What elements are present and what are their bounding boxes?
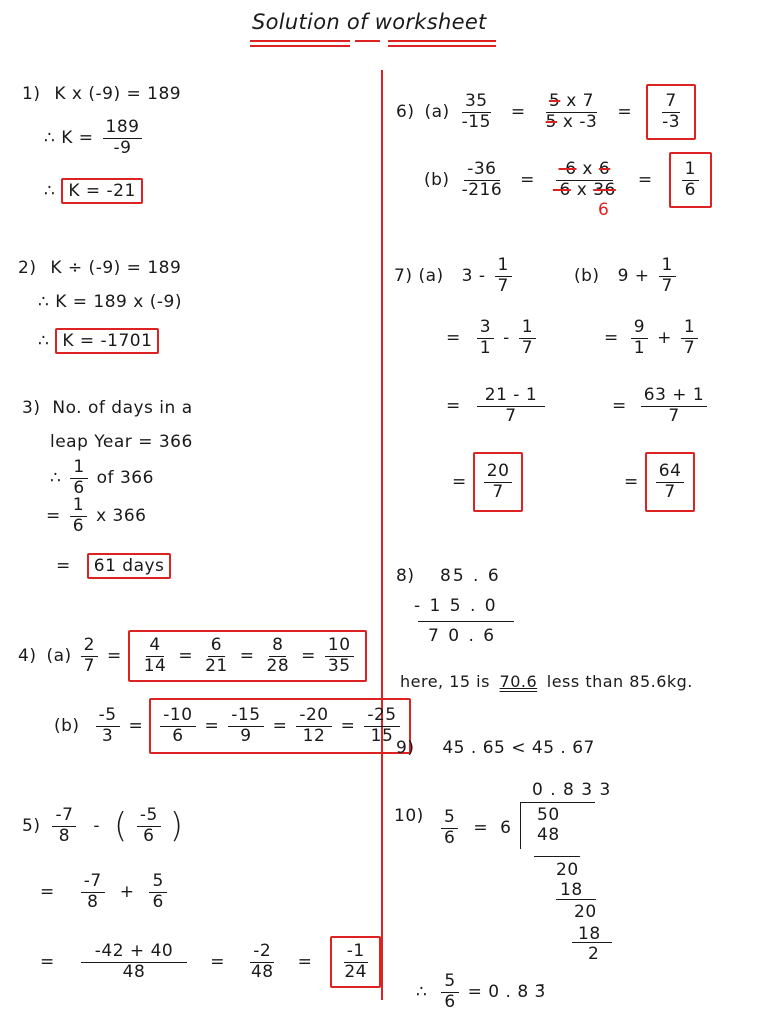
q10-subtract-1: 48 — [537, 825, 560, 845]
q6-b-mid-num-1: -6 — [558, 159, 577, 179]
q3-line4 — [46, 496, 147, 536]
q7-b-l3-eq: = — [612, 396, 627, 417]
q4-b-frac-3-den: 12 — [302, 725, 326, 746]
q6-a-mid-fraction — [543, 92, 601, 132]
q7-a-answer-num: 20 — [484, 462, 513, 483]
q4-a-frac-3-num: 8 — [269, 636, 286, 657]
q6-a-eq2: = — [617, 102, 633, 123]
q7-a-l2-op: - — [503, 328, 510, 349]
q4-b-eq-2: = — [272, 716, 288, 737]
q7-b-l2-frac1-den: 1 — [633, 337, 646, 358]
q5-l3-frac1-den: 48 — [122, 961, 146, 982]
q10-line1 — [438, 808, 511, 848]
q7-a-line3 — [446, 386, 548, 426]
q10-step-4: 18 — [578, 924, 601, 944]
column-divider — [381, 70, 383, 1000]
q10-step-3: 20 — [574, 902, 597, 922]
q6-b-eq2: = — [637, 170, 653, 191]
q10-quotient: 0 . 8 3 3 — [532, 780, 612, 800]
q7-a-line2 — [446, 318, 539, 358]
q5-paren-right-icon: ) — [169, 806, 184, 847]
title-underline-2 — [250, 45, 350, 47]
q8-mid: - 1 5 . 0 — [414, 596, 498, 616]
q1-equation: K x (-9) = 189 — [54, 84, 182, 104]
q8-top: 85 . 6 — [440, 566, 501, 586]
q6-a-mid-num-rest: x 7 — [566, 91, 594, 111]
q6-b-red-note: 6 — [598, 200, 610, 220]
q3-number: 3) — [22, 398, 41, 418]
q7-b-l1-den: 7 — [661, 275, 673, 296]
q6-row-b — [424, 152, 712, 208]
q6-b-num: -36 — [464, 160, 499, 181]
q2-line3 — [38, 328, 159, 354]
q7-a-l2-frac1-num: 3 — [477, 318, 494, 339]
q9-number: 9) — [396, 738, 415, 758]
q5-l3-eq3: = — [297, 952, 313, 973]
q4-b-answer-box — [149, 698, 410, 754]
q4-a-den: 7 — [83, 655, 95, 676]
q5-l3-eq2: = — [210, 952, 225, 973]
q5-l3-frac1 — [81, 942, 187, 982]
q3-fraction1-den: 6 — [73, 477, 85, 498]
q3-therefore: ∴ — [50, 468, 62, 489]
q7-b-answer-den: 7 — [664, 481, 676, 502]
q4-b-frac-3-num: -20 — [296, 706, 331, 727]
q6-b-mid-den-3: 36 — [593, 179, 616, 200]
q4-a-frac-4 — [325, 636, 354, 676]
q3-line3 — [50, 458, 154, 498]
q5-l2-frac2-num: 5 — [149, 872, 166, 893]
q5-line3 — [40, 936, 381, 988]
q4-a-answer-box — [128, 630, 367, 682]
title-underline-3 — [355, 40, 380, 42]
q10-dividend: 50 — [537, 805, 560, 825]
q7-a-l3-frac — [477, 386, 545, 426]
q8-sentence-post: less than 85.6kg. — [546, 672, 693, 691]
q7-a-l2-eq: = — [446, 328, 461, 349]
q5-answer-den: 24 — [344, 961, 367, 982]
q2-therefore: ∴ — [38, 331, 50, 351]
q7-b-l3-den: 7 — [668, 405, 680, 426]
q5-l2-plus: + — [119, 882, 135, 903]
q10-concl-value: = 0 . 8 3̄ — [467, 982, 546, 1003]
q7-a-l2-frac1 — [477, 318, 494, 358]
q4-b-label: (b) — [54, 716, 80, 737]
q8-rule — [418, 621, 514, 622]
q6-b-answer — [682, 160, 699, 200]
q5-answer-num: -1 — [344, 942, 368, 963]
q6-a-mid-num — [546, 92, 597, 113]
q7-b-l2-frac2-den: 7 — [683, 337, 696, 358]
q10-concl-num: 5 — [441, 972, 458, 993]
q4-b-den: 3 — [101, 725, 114, 746]
q4-a-eq-2: = — [239, 646, 255, 667]
q6-number: 6) — [396, 102, 415, 123]
q6-a-mid-den-rest: x -3 — [562, 111, 598, 132]
q2-equation: K ÷ (-9) = 189 — [50, 258, 182, 278]
q3-eq2: = — [56, 556, 71, 576]
q7-b-l2-frac2-num: 1 — [681, 318, 698, 339]
q10-divisor: 6 — [500, 818, 512, 839]
q10-frac-num: 5 — [441, 808, 458, 829]
q7-number: 7) — [394, 266, 413, 287]
q1-line2 — [44, 118, 145, 158]
q1-therefore: ∴ — [44, 181, 56, 201]
q5-l1-frac1-den: 8 — [58, 825, 71, 846]
q7-b-answer — [656, 462, 685, 502]
q10-step-5: 2 — [588, 944, 600, 964]
q7-a-label: (a) — [418, 266, 444, 287]
q1-answer: K = -21 — [61, 178, 142, 204]
q5-l3-eq: = — [40, 952, 55, 973]
q7-a-answer-box — [473, 452, 524, 512]
q7-a-l1-num: 1 — [495, 256, 512, 277]
q1-fraction — [103, 118, 143, 158]
q4-b-frac-1-den: 6 — [172, 725, 184, 746]
q7-b-l2-op: + — [657, 328, 672, 349]
q2-answer: K = -1701 — [55, 328, 159, 354]
q5-number: 5) — [22, 816, 41, 837]
q3-fraction2 — [70, 496, 87, 536]
q5-l2-frac1-num: -7 — [81, 872, 105, 893]
q4-b-frac-2-num: -15 — [228, 706, 263, 727]
q4-b-frac-1-num: -10 — [160, 706, 195, 727]
q6-b-label: (b) — [424, 170, 450, 191]
q5-l3-frac2-den: 48 — [250, 961, 274, 982]
q3-line2: leap Year = 366 — [50, 432, 193, 452]
q4-b-frac-3 — [296, 706, 331, 746]
q1-fraction-den: -9 — [113, 137, 132, 158]
q4-a-eq-1: = — [178, 646, 194, 667]
q8-sentence — [400, 672, 693, 691]
q5-paren-left-icon: ( — [114, 806, 128, 847]
q7-a-l1: 3 - — [461, 266, 486, 287]
q9-text: 45 . 65 < 45 . 67 — [442, 738, 595, 758]
q8-sentence-pre: here, 15 is — [400, 672, 490, 691]
q7-b-l2-frac1-num: 9 — [631, 318, 648, 339]
q6-b-mid-den — [550, 181, 619, 201]
q7-b-answer-num: 64 — [656, 462, 685, 483]
q4-b-eq-3: = — [340, 716, 356, 737]
q7-b-l4-eq: = — [624, 472, 639, 493]
q6-a-fraction — [459, 92, 494, 132]
q6-b-answer-box — [669, 152, 712, 208]
q5-l2-frac2 — [149, 872, 166, 912]
q6-b-mid-num — [556, 160, 614, 181]
q4-row-a — [18, 630, 367, 682]
q1-line3 — [44, 178, 143, 204]
q7-b-line1 — [574, 256, 679, 296]
q7-a-l3-num: 21 - 1 — [477, 386, 545, 407]
q5-l1-frac2-den: 6 — [143, 825, 155, 846]
q10-long-division — [520, 802, 595, 849]
q5-l1-frac1-num: -7 — [52, 806, 76, 827]
q5-l1-frac1 — [52, 806, 76, 846]
q4-b-frac-2 — [228, 706, 263, 746]
q6-b-mid-den-2: x — [576, 179, 588, 200]
q4-a-frac-1-den: 14 — [143, 655, 167, 676]
q4-b-frac-4-den: 15 — [370, 725, 394, 746]
q3-fraction1 — [70, 458, 87, 498]
q7-b-label: (b) — [574, 266, 600, 287]
q5-l2-frac2-den: 6 — [152, 891, 164, 912]
q3-fraction2-den: 6 — [72, 515, 85, 536]
q10-concl-fraction — [441, 972, 458, 1012]
q4-b-frac-2-den: 9 — [240, 725, 252, 746]
q7-a-l4-eq: = — [452, 472, 467, 493]
q4-a-eq-3: = — [301, 646, 316, 667]
q10-conclusion — [416, 972, 546, 1012]
q7-b-l2-eq: = — [604, 328, 619, 349]
q7-b-l1: 9 + — [617, 266, 650, 287]
q6-a-den: -15 — [461, 111, 491, 132]
q5-line1 — [22, 806, 184, 846]
q3-of: of 366 — [96, 468, 154, 489]
title-underline-5 — [388, 45, 496, 47]
q7-b-l3-num: 63 + 1 — [641, 386, 708, 407]
q10-therefore: ∴ — [416, 982, 428, 1003]
q5-l3-frac2-num: -2 — [250, 942, 274, 963]
q2-line1 — [18, 258, 181, 278]
q6-a-answer-box — [646, 84, 696, 140]
q7-a-l2-frac2-num: 1 — [519, 318, 536, 339]
q9-line — [396, 738, 595, 758]
q7-a-l2-frac2-den: 7 — [521, 337, 534, 358]
q6-a-num: 35 — [462, 92, 491, 113]
q4-b-eq: = — [128, 716, 144, 737]
q4-a-frac-1-num: 4 — [146, 636, 163, 657]
q4-a-fraction — [81, 636, 98, 676]
q4-a-frac-2-den: 21 — [205, 655, 228, 676]
q8-result: 7 0 . 6 — [428, 626, 497, 646]
q1-fraction-num: 189 — [103, 118, 143, 139]
q5-answer — [341, 942, 370, 982]
q4-a-frac-4-den: 35 — [327, 655, 351, 676]
q6-row-a — [396, 84, 696, 140]
q4-a-num: 2 — [81, 636, 98, 657]
q4-b-frac-1 — [160, 706, 195, 746]
q7-a-l3-den: 7 — [505, 405, 517, 426]
q4-a-frac-2-num: 6 — [208, 636, 225, 657]
q7-b-l1-num: 1 — [659, 256, 676, 277]
q10-rule-3 — [572, 942, 612, 943]
q7-a-l3-eq: = — [446, 396, 461, 417]
q7-a-l1-den: 7 — [497, 275, 509, 296]
q5-l3-frac1-num: -42 + 40 — [81, 942, 187, 963]
q6-a-label: (a) — [424, 102, 450, 123]
q4-b-frac-4-num: -25 — [364, 706, 399, 727]
q4-a-frac-2 — [202, 636, 231, 676]
q5-l3-frac2 — [248, 942, 277, 982]
q4-row-b — [54, 698, 411, 754]
q3-fraction2-num: 1 — [70, 496, 87, 517]
q10-step-2: 18 — [560, 880, 583, 900]
q5-line2 — [40, 872, 170, 912]
q7-b-line2 — [604, 318, 701, 358]
q6-a-answer — [659, 92, 683, 132]
q7-a-l1-frac — [495, 256, 512, 296]
title-underline-4 — [388, 40, 496, 42]
q5-l1-frac2 — [137, 806, 161, 846]
q6-b-fraction — [459, 160, 506, 200]
q6-b-mid-fraction — [550, 160, 619, 200]
q3-times: x 366 — [96, 506, 147, 527]
q7-b-l2-frac1 — [631, 318, 648, 358]
q3-fraction1-num: 1 — [70, 458, 87, 479]
q6-b-eq: = — [520, 170, 535, 191]
q7-a-answer-den: 7 — [492, 481, 504, 502]
q5-l2-eq: = — [40, 882, 55, 903]
q7-b-l3-frac — [641, 386, 708, 426]
q7-b-line4 — [624, 452, 695, 512]
q4-a-eq: = — [106, 646, 122, 667]
page-title: Solution of worksheet — [252, 10, 487, 34]
q6-b-answer-den: 6 — [684, 179, 696, 200]
q3-line5 — [56, 553, 171, 579]
q6-a-mid-den — [543, 113, 601, 133]
q10-concl-den: 6 — [444, 991, 456, 1012]
q7-b-line3 — [612, 386, 710, 426]
q2-number: 2) — [18, 258, 37, 278]
q10-eq: = — [473, 818, 489, 839]
q1-number: 1) — [22, 84, 41, 104]
q5-answer-box — [330, 936, 381, 988]
q5-l2-frac1 — [81, 872, 105, 912]
q6-a-mid-den-struck: 5 — [545, 111, 557, 132]
q10-step-1: 20 — [556, 860, 579, 880]
q7-a-answer — [484, 462, 513, 502]
q6-a-answer-den: -3 — [662, 111, 681, 132]
q4-a-label: (a) — [46, 646, 72, 667]
q7-a-line4 — [452, 452, 523, 512]
q5-l1-frac2-num: -5 — [137, 806, 161, 827]
q7-b-answer-box — [645, 452, 696, 512]
q7-a-line1 — [394, 256, 515, 296]
q2-line2: ∴ K = 189 x (-9) — [38, 292, 182, 312]
q10-number: 10) — [394, 806, 424, 826]
q7-b-l2-frac2 — [681, 318, 698, 358]
q4-a-frac-3-den: 28 — [266, 655, 290, 676]
q4-a-frac-4-num: 10 — [325, 636, 354, 657]
q7-a-l2-frac1-den: 1 — [479, 337, 492, 358]
q6-b-answer-num: 1 — [682, 160, 699, 181]
q6-b-den: -216 — [461, 179, 503, 200]
q10-fraction — [441, 808, 458, 848]
q5-l1-minus: - — [93, 816, 101, 837]
q5-l2-frac1-den: 8 — [87, 891, 99, 912]
q3-answer: 61 days — [87, 553, 172, 579]
q4-b-frac-4 — [364, 706, 399, 746]
q1-line1 — [22, 84, 181, 104]
q4-a-frac-1 — [141, 636, 170, 676]
q10-frac-den: 6 — [444, 827, 456, 848]
q3-text1: No. of days in a — [52, 398, 193, 418]
q4-b-num: -5 — [96, 706, 120, 727]
title-underline-1 — [250, 40, 350, 42]
q6-b-mid-num-2: x — [582, 159, 593, 179]
q6-b-mid-num-3: 6 — [598, 159, 611, 179]
q4-a-frac-3 — [264, 636, 293, 676]
q4-number: 4) — [18, 646, 37, 667]
q3-line1 — [22, 398, 193, 418]
q10-rule-2 — [556, 899, 596, 900]
q6-a-answer-num: 7 — [662, 92, 679, 113]
q4-b-fraction — [96, 706, 120, 746]
q8-sentence-underlined: 70.6 — [499, 672, 538, 691]
q8-number: 8) — [396, 566, 415, 586]
q6-a-mid-num-struck: 5 — [548, 91, 561, 111]
q10-rule-1 — [534, 856, 580, 857]
q7-a-l2-frac2 — [519, 318, 536, 358]
q4-b-eq-1: = — [204, 716, 220, 737]
q7-b-l1-frac — [659, 256, 676, 296]
q6-a-eq: = — [510, 102, 526, 123]
q1-line2-prefix: ∴ K = — [44, 128, 94, 149]
q3-eq: = — [46, 506, 61, 527]
q6-b-mid-den-1: -6 — [552, 179, 571, 200]
